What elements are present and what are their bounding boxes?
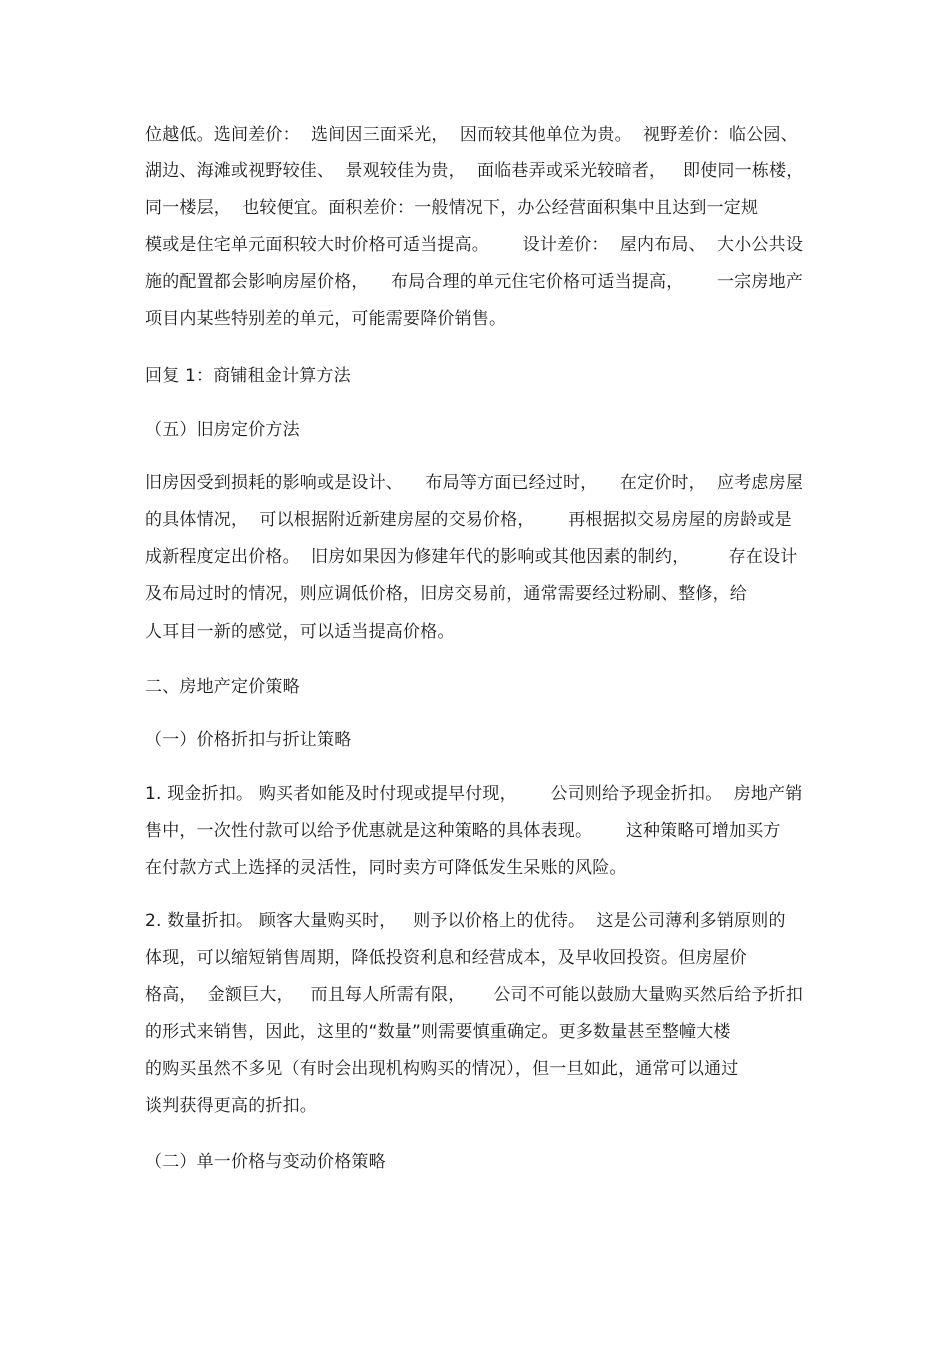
reply-heading: 回复 1：商铺租金计算方法 <box>145 366 351 386</box>
text-line: 湖边、海滩或视野较佳、 景观较佳为贵， 面临巷弄或采光较暗者， 即使同一栋楼， <box>145 161 804 181</box>
section-heading: （二）单一价格与变动价格策略 <box>145 1152 386 1172</box>
section-heading: （五）旧房定价方法 <box>145 420 300 440</box>
text-line: 2. 数量折扣。 顾客大量购买时， 则予以价格上的优待。 这是公司薄利多销原则的 <box>145 911 786 931</box>
text-line: 施的配置都会影响房屋价格， 布局合理的单元住宅价格可适当提高， 一宗房地产 <box>145 272 804 292</box>
text-line: 售中，一次性付款可以给予优惠就是这种策略的具体表现。 这种策略可增加买方 <box>145 821 781 841</box>
text-line: 人耳目一新的感觉，可以适当提高价格。 <box>145 622 455 642</box>
text-line: 同一楼层， 也较便宜。面积差价：一般情况下，办公经营面积集中且达到一定规 <box>145 198 759 218</box>
text-line: 模或是住宅单元面积较大时价格可适当提高。 设计差价： 屋内布局、 大小公共设 <box>145 235 804 255</box>
text-line: 位越低。选间差价： 选间因三面采光， 因而较其他单位为贵。 视野差价：临公园、 <box>145 125 798 145</box>
text-line: 格高， 金额巨大， 而且每人所需有限， 公司不可能以鼓励大量购买然后给予折扣 <box>145 985 804 1005</box>
text-line: 1. 现金折扣。 购买者如能及时付现或提早付现， 公司则给予现金折扣。 房地产销 <box>145 784 803 804</box>
text-line: 及布局过时的情况，则应调低价格，旧房交易前，通常需要经过粉刷、整修，给 <box>145 584 747 604</box>
text-line: 在付款方式上选择的灵活性，同时卖方可降低发生呆账的风险。 <box>145 858 627 878</box>
section-heading: 二、房地产定价策略 <box>145 677 300 697</box>
text-line: 旧房因受到损耗的影响或是设计、 布局等方面已经过时， 在定价时， 应考虑房屋 <box>145 473 804 493</box>
text-line: 体现，可以缩短销售周期，降低投资利息和经营成本，及早收回投资。但房屋价 <box>145 948 747 968</box>
text-line: 项目内某些特别差的单元，可能需要降价销售。 <box>145 309 507 329</box>
text-line: 的形式来销售，因此，这里的“数量”则需要慎重确定。更多数量甚至整幢大楼 <box>145 1022 731 1042</box>
text-line: 的具体情况， 可以根据附近新建房屋的交易价格， 再根据拟交易房屋的房龄或是 <box>145 510 792 530</box>
text-line: 的购买虽然不多见（有时会出现机构购买的情况），但一旦如此，通常可以通过 <box>145 1059 739 1079</box>
text-line: 谈判获得更高的折扣。 <box>145 1096 317 1116</box>
text-line: 成新程度定出价格。 旧房如果因为修建年代的影响或其他因素的制约， 存在设计 <box>145 547 798 567</box>
section-heading: （一）价格折扣与折让策略 <box>145 730 352 750</box>
